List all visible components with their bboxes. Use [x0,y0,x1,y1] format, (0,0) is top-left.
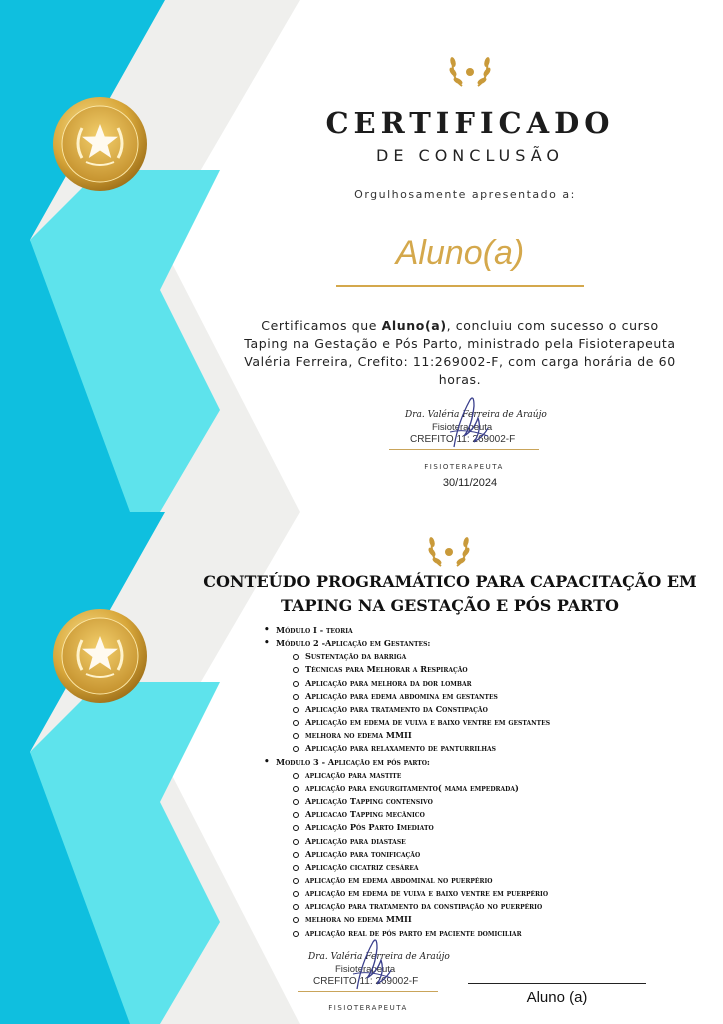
list-item: Aplicação para edema abdomina em gestantes [293,690,550,703]
module-item [262,624,550,637]
issue-date: 30/11/2024 [442,477,498,489]
body-student-name: Aluno(a) [381,318,447,333]
list-item: Aplicação para tratamento da Constipação [293,703,550,716]
signature-name: Dra. Valéria Ferreira de Araújo [405,410,547,420]
module-item [262,756,550,940]
gold-medal-star-icon [52,96,148,192]
list-item: Aplicação para relaxamento de panturrilhas [293,742,550,755]
module-sublist [276,769,550,940]
list-item: Técnicas para Melhorar a Respiração [293,663,550,676]
body-prefix: Certificamos que [261,318,382,333]
handwritten-signature [444,392,494,452]
list-item: melhora no edema MMII [293,913,550,926]
list-item: aplicação para mastite [293,769,550,782]
signature-crefito: CREFITO 11: 269002-F [313,976,419,987]
module-label: Modulo 3 - Aplicação em pós parto: [276,756,430,767]
list-item: aplicação em edema abdominal no puerpério [293,874,550,887]
presented-to-text: Orgulhosamente apresentado a: [354,188,576,201]
student-name: Aluno(a) [395,234,525,272]
list-item: Aplicação para melhora da dor lombar [293,677,550,690]
list-item: melhora no edema MMII [293,729,550,742]
student-signature-label: Aluno (a) [526,989,588,1006]
module-label: Módulo I - teoria [276,625,353,635]
module-list [262,624,550,940]
certificate-subtitle: DE CONCLUSÃO [376,146,564,165]
signature-line [389,449,539,450]
body-suffix: , concluiu com sucesso o curso Taping na Gestação e Pós Parto, ministrado pela Fisioterapeuta Valéria Ferreira, Crefito: 11:269002-F, com carga horária de 60 horas. [244,318,676,387]
list-item: Aplicação para tonificação [293,848,550,861]
list-item: Aplicação cicatriz cesárea [293,861,550,874]
list-item: aplicação para tratamento da constipação no puerpério [293,900,550,913]
laurel-wreath-icon [426,530,472,570]
gold-medal-star-icon [52,608,148,704]
signature-role: Fisioterapeuta [432,422,493,433]
program-heading-line1: CONTEÚDO PROGRAMÁTICO PARA CAPACITAÇÃO EM [203,572,697,591]
list-item: Aplicação Pós Parto Imediato [293,821,550,834]
module-item [262,637,550,755]
laurel-wreath-icon [447,50,493,90]
list-item: Aplicacao Tapping mecânico [293,808,550,821]
module-sublist [276,650,550,755]
list-item: aplicação em edema de vulva e baixo ventre em puerpério [293,887,550,900]
signature-crefito: CREFITO 11: 269002-F [410,434,516,445]
student-name-underline [336,285,584,287]
program-heading [180,570,720,618]
signature-caption: FISIOTERAPEUTA [424,463,504,471]
list-item: Aplicação para diastase [293,835,550,848]
list-item: Aplicação Tapping contensivo [293,795,550,808]
signature-name: Dra. Valéria Ferreira de Araújo [308,952,450,962]
program-heading-line2: TAPING NA GESTAÇÃO E PÓS PARTO [281,596,619,615]
signature-caption: FISIOTERAPEUTA [328,1004,408,1012]
list-item: Sustentação da barriga [293,650,550,663]
student-signature-line [468,983,646,984]
list-item: aplicação para engurgitamento( mama empedrada) [293,782,550,795]
signature-role: Fisioterapeuta [335,964,396,975]
module-label: Módulo 2 -Aplicação em Gestantes: [276,638,431,649]
certificate-title: CERTIFICADO [325,106,615,140]
handwritten-signature [347,934,397,994]
list-item: Aplicação em edema de vulva e baixo ventre em gestantes [293,716,550,729]
certificate-body [240,317,680,389]
list-item: aplicação real de pós parto em paciente domiciliar [293,927,550,940]
signature-line [298,991,438,992]
